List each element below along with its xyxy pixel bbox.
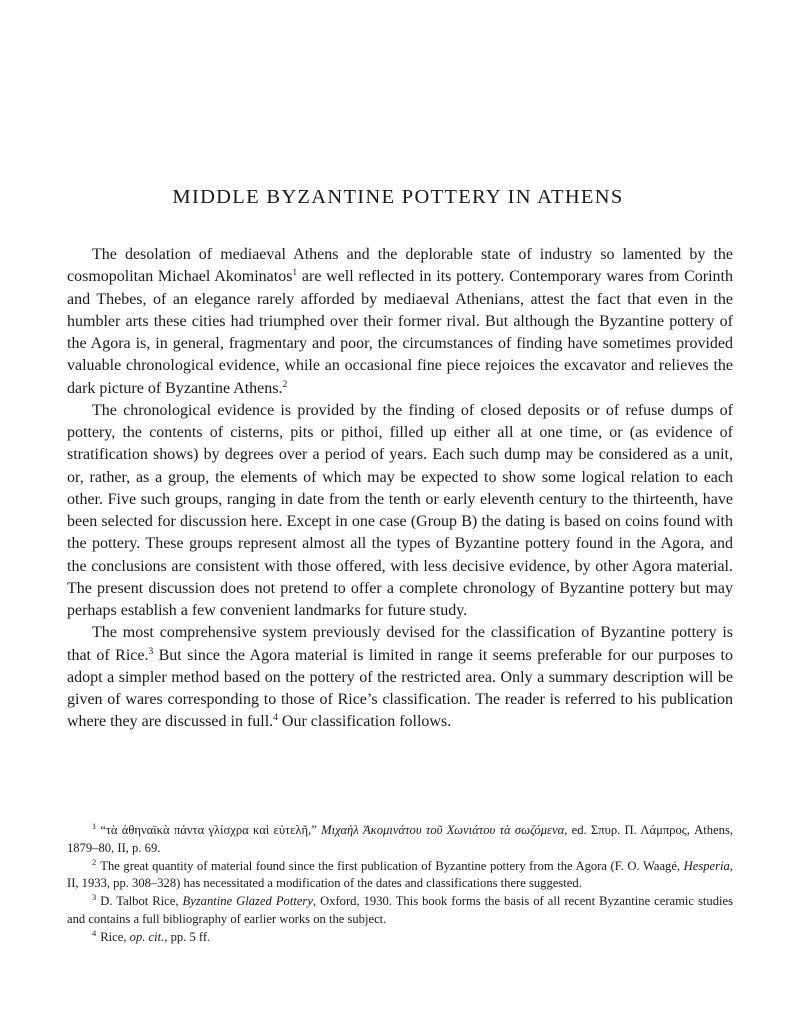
footnote-2-text-b: , II, 1933, pp. 308–328) has necessitated a modification of the dates and classifications there suggested.: [67, 858, 733, 891]
footnotes: [67, 822, 733, 947]
paragraph-3-text-b: But since the Agora material is limited in range it seems preferable for our purposes to adopt a simpler method based on the pottery of the restricted area. Only a summary description will be given of wares corresponding to those of Rice’s classification. The reader is referred to his publication where they are discussed in full.: [67, 646, 734, 731]
footnote-3-book: Byzantine Glazed Pottery: [182, 894, 313, 909]
footnote-ref-3: 3: [148, 646, 154, 657]
footnote-4-text-a: Rice,: [100, 929, 130, 944]
paragraph-1-text-a: The desolation of mediaeval Athens and the deplorable state of industry so lamented by the cosmopolitan Michael Akominatos: [67, 246, 733, 286]
paragraph-3-text-c: Our classification follows.: [277, 713, 452, 731]
footnote-3-mark: 3: [92, 892, 97, 903]
footnote-4-text-b: , pp. 5 ff.: [164, 929, 211, 944]
footnote-ref-4: 4: [273, 713, 278, 724]
paragraph-3-text-a: The most comprehensive system previously devised for the classification of Byzantine pottery is that of Rice.: [67, 624, 733, 664]
footnote-ref-2: 2: [282, 379, 288, 390]
footnote-1: [67, 822, 733, 858]
footnote-3-text-a: D. Talbot Rice,: [100, 894, 183, 909]
body-text: [67, 244, 733, 734]
paragraph-3: [67, 622, 733, 733]
footnote-1-quote: “τὰ ἀθηναϊκὰ πάντα γλίσχρα καὶ εὐτελῆ,”: [100, 823, 317, 837]
paragraph-2: The chronological evidence is provided by the finding of closed deposits or of refuse dumps of pottery, the contents of cisterns, pits or pithoi, filled up either all at one time, or (as evidence of stratification shows) by degrees over a period of years. Each such dump may be considered as a unit, or, rather, as a group, the elements of which may be expected to show some logical relation to each other. Five such groups, ranging in date from the tenth or early eleventh century to the thirteenth, have been selected for discussion here. Except in one case (Group B) the dating is based on coins found with the pottery. These groups represent almost all the types of Byzantine pottery found in the Agora, and the conclusions are consistent with those offered, with less decisive evidence, by other Agora material. The present discussion does not pretend to offer a complete chronology of Byzantine pottery but may perhaps establish a few convenient landmarks for future study.: [67, 401, 733, 619]
footnote-2-mark: 2: [92, 856, 97, 867]
footnote-1-rest: , ed. Σπυρ. Π. Λάμπρος, Athens, 1879–80, II, p. 69.: [67, 823, 734, 855]
footnote-1-title: Μιχαὴλ Ἀκομινάτου τοῦ Χωνιάτου τὰ σωζόμενα: [321, 823, 565, 837]
footnote-ref-1: 1: [292, 268, 298, 279]
page-title: MIDDLE BYZANTINE POTTERY IN ATHENS: [172, 186, 624, 208]
footnote-3: [67, 893, 733, 929]
paragraph-1: [67, 244, 733, 400]
footnote-2-journal: Hesperia: [683, 858, 730, 873]
footnote-2-text-a: The great quantity of material found since the first publication of Byzantine pottery from the Agora (F. O. Waagé,: [100, 858, 684, 873]
footnote-4: [67, 929, 733, 947]
footnote-4-opcit: op. cit.: [129, 929, 165, 944]
paragraph-1-text-b: are well reflected in its pottery. Contemporary wares from Corinth and Thebes, of an elegance rarely afforded by mediaeval Athenians, attest the fact that even in the humbler arts these cities had triumphed over their former rival. But although the Byzantine pottery of the Agora is, in general, fragmentary and poor, the circumstances of finding have sometimes provided valuable chronological evidence, while an occasional fine piece rejoices the excavator and relieves the dark picture of Byzantine Athens.: [67, 268, 733, 397]
footnote-3-text-b: , Oxford, 1930. This book forms the basis of all recent Byzantine ceramic studies and contains a full bibliography of earlier works on the subject.: [67, 894, 733, 926]
footnote-4-mark: 4: [92, 927, 97, 938]
footnote-2: [67, 858, 733, 894]
footnote-1-mark: 1: [92, 821, 97, 831]
